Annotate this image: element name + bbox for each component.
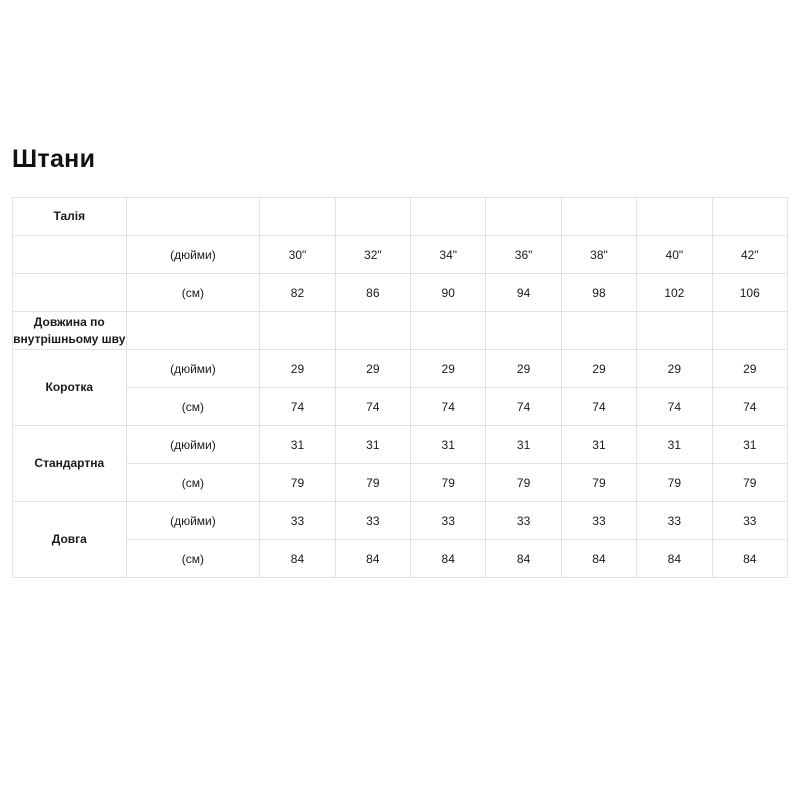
cell-value: 84: [411, 540, 486, 578]
unit-label: (дюйми): [126, 236, 260, 274]
table-row: [13, 426, 788, 464]
cell-value: 29: [712, 350, 787, 388]
section-label-short: Коротка: [13, 350, 127, 426]
empty-cell: [411, 312, 486, 350]
cell-value: 29: [411, 350, 486, 388]
table-row: [13, 312, 788, 350]
cell-value: 33: [260, 502, 335, 540]
size-table: [12, 197, 788, 578]
cell-value: 79: [335, 464, 410, 502]
cell-value: 74: [411, 388, 486, 426]
empty-cell: [486, 198, 561, 236]
cell-value: 84: [637, 540, 712, 578]
cell-value: 40": [637, 236, 712, 274]
unit-label: (см): [126, 540, 260, 578]
section-label-long: Довга: [13, 502, 127, 578]
cell-value: 74: [486, 388, 561, 426]
cell-value: 38": [561, 236, 636, 274]
section-label-regular: Стандартна: [13, 426, 127, 502]
cell-value: 79: [260, 464, 335, 502]
empty-cell: [13, 236, 127, 274]
cell-value: 31: [712, 426, 787, 464]
cell-value: 94: [486, 274, 561, 312]
unit-label: (дюйми): [126, 350, 260, 388]
cell-value: 33: [335, 502, 410, 540]
empty-cell: [561, 198, 636, 236]
cell-value: 84: [486, 540, 561, 578]
empty-cell: [561, 312, 636, 350]
unit-label: (дюйми): [126, 426, 260, 464]
cell-value: 74: [637, 388, 712, 426]
cell-value: 74: [712, 388, 787, 426]
cell-value: 31: [637, 426, 712, 464]
cell-value: 74: [260, 388, 335, 426]
cell-value: 34": [411, 236, 486, 274]
cell-value: 82: [260, 274, 335, 312]
cell-value: 29: [260, 350, 335, 388]
cell-value: 79: [411, 464, 486, 502]
cell-value: 79: [561, 464, 636, 502]
empty-cell: [335, 312, 410, 350]
table-row: [13, 350, 788, 388]
page-title: Штани: [12, 145, 96, 173]
cell-value: 84: [335, 540, 410, 578]
cell-value: 29: [637, 350, 712, 388]
empty-cell: [126, 198, 260, 236]
table-row: [13, 540, 788, 578]
cell-value: 33: [561, 502, 636, 540]
unit-label: (см): [126, 464, 260, 502]
table-row: [13, 502, 788, 540]
cell-value: 102: [637, 274, 712, 312]
section-label-inseam: Довжина по внутрішньому шву: [13, 312, 127, 350]
cell-value: 33: [411, 502, 486, 540]
table-row: [13, 274, 788, 312]
cell-value: 79: [712, 464, 787, 502]
empty-cell: [712, 198, 787, 236]
cell-value: 32": [335, 236, 410, 274]
unit-label: (дюйми): [126, 502, 260, 540]
cell-value: 86: [335, 274, 410, 312]
empty-cell: [13, 274, 127, 312]
cell-value: 31: [411, 426, 486, 464]
empty-cell: [126, 312, 260, 350]
unit-label: (см): [126, 388, 260, 426]
cell-value: 31: [335, 426, 410, 464]
cell-value: 29: [561, 350, 636, 388]
cell-value: 29: [486, 350, 561, 388]
cell-value: 74: [561, 388, 636, 426]
cell-value: 79: [637, 464, 712, 502]
cell-value: 29: [335, 350, 410, 388]
table-row: [13, 198, 788, 236]
empty-cell: [637, 312, 712, 350]
cell-value: 31: [561, 426, 636, 464]
cell-value: 98: [561, 274, 636, 312]
cell-value: 74: [335, 388, 410, 426]
cell-value: 33: [637, 502, 712, 540]
cell-value: 30": [260, 236, 335, 274]
cell-value: 79: [486, 464, 561, 502]
empty-cell: [486, 312, 561, 350]
cell-value: 84: [712, 540, 787, 578]
empty-cell: [260, 312, 335, 350]
table-row: [13, 388, 788, 426]
unit-label: (см): [126, 274, 260, 312]
empty-cell: [637, 198, 712, 236]
cell-value: 42": [712, 236, 787, 274]
cell-value: 33: [712, 502, 787, 540]
cell-value: 31: [486, 426, 561, 464]
empty-cell: [411, 198, 486, 236]
cell-value: 31: [260, 426, 335, 464]
empty-cell: [260, 198, 335, 236]
table-row: [13, 236, 788, 274]
cell-value: 106: [712, 274, 787, 312]
cell-value: 90: [411, 274, 486, 312]
empty-cell: [712, 312, 787, 350]
cell-value: 36": [486, 236, 561, 274]
cell-value: 84: [561, 540, 636, 578]
empty-cell: [335, 198, 410, 236]
size-table-container: [12, 197, 788, 578]
section-label-waist: Талія: [13, 198, 127, 236]
cell-value: 84: [260, 540, 335, 578]
table-row: [13, 464, 788, 502]
cell-value: 33: [486, 502, 561, 540]
